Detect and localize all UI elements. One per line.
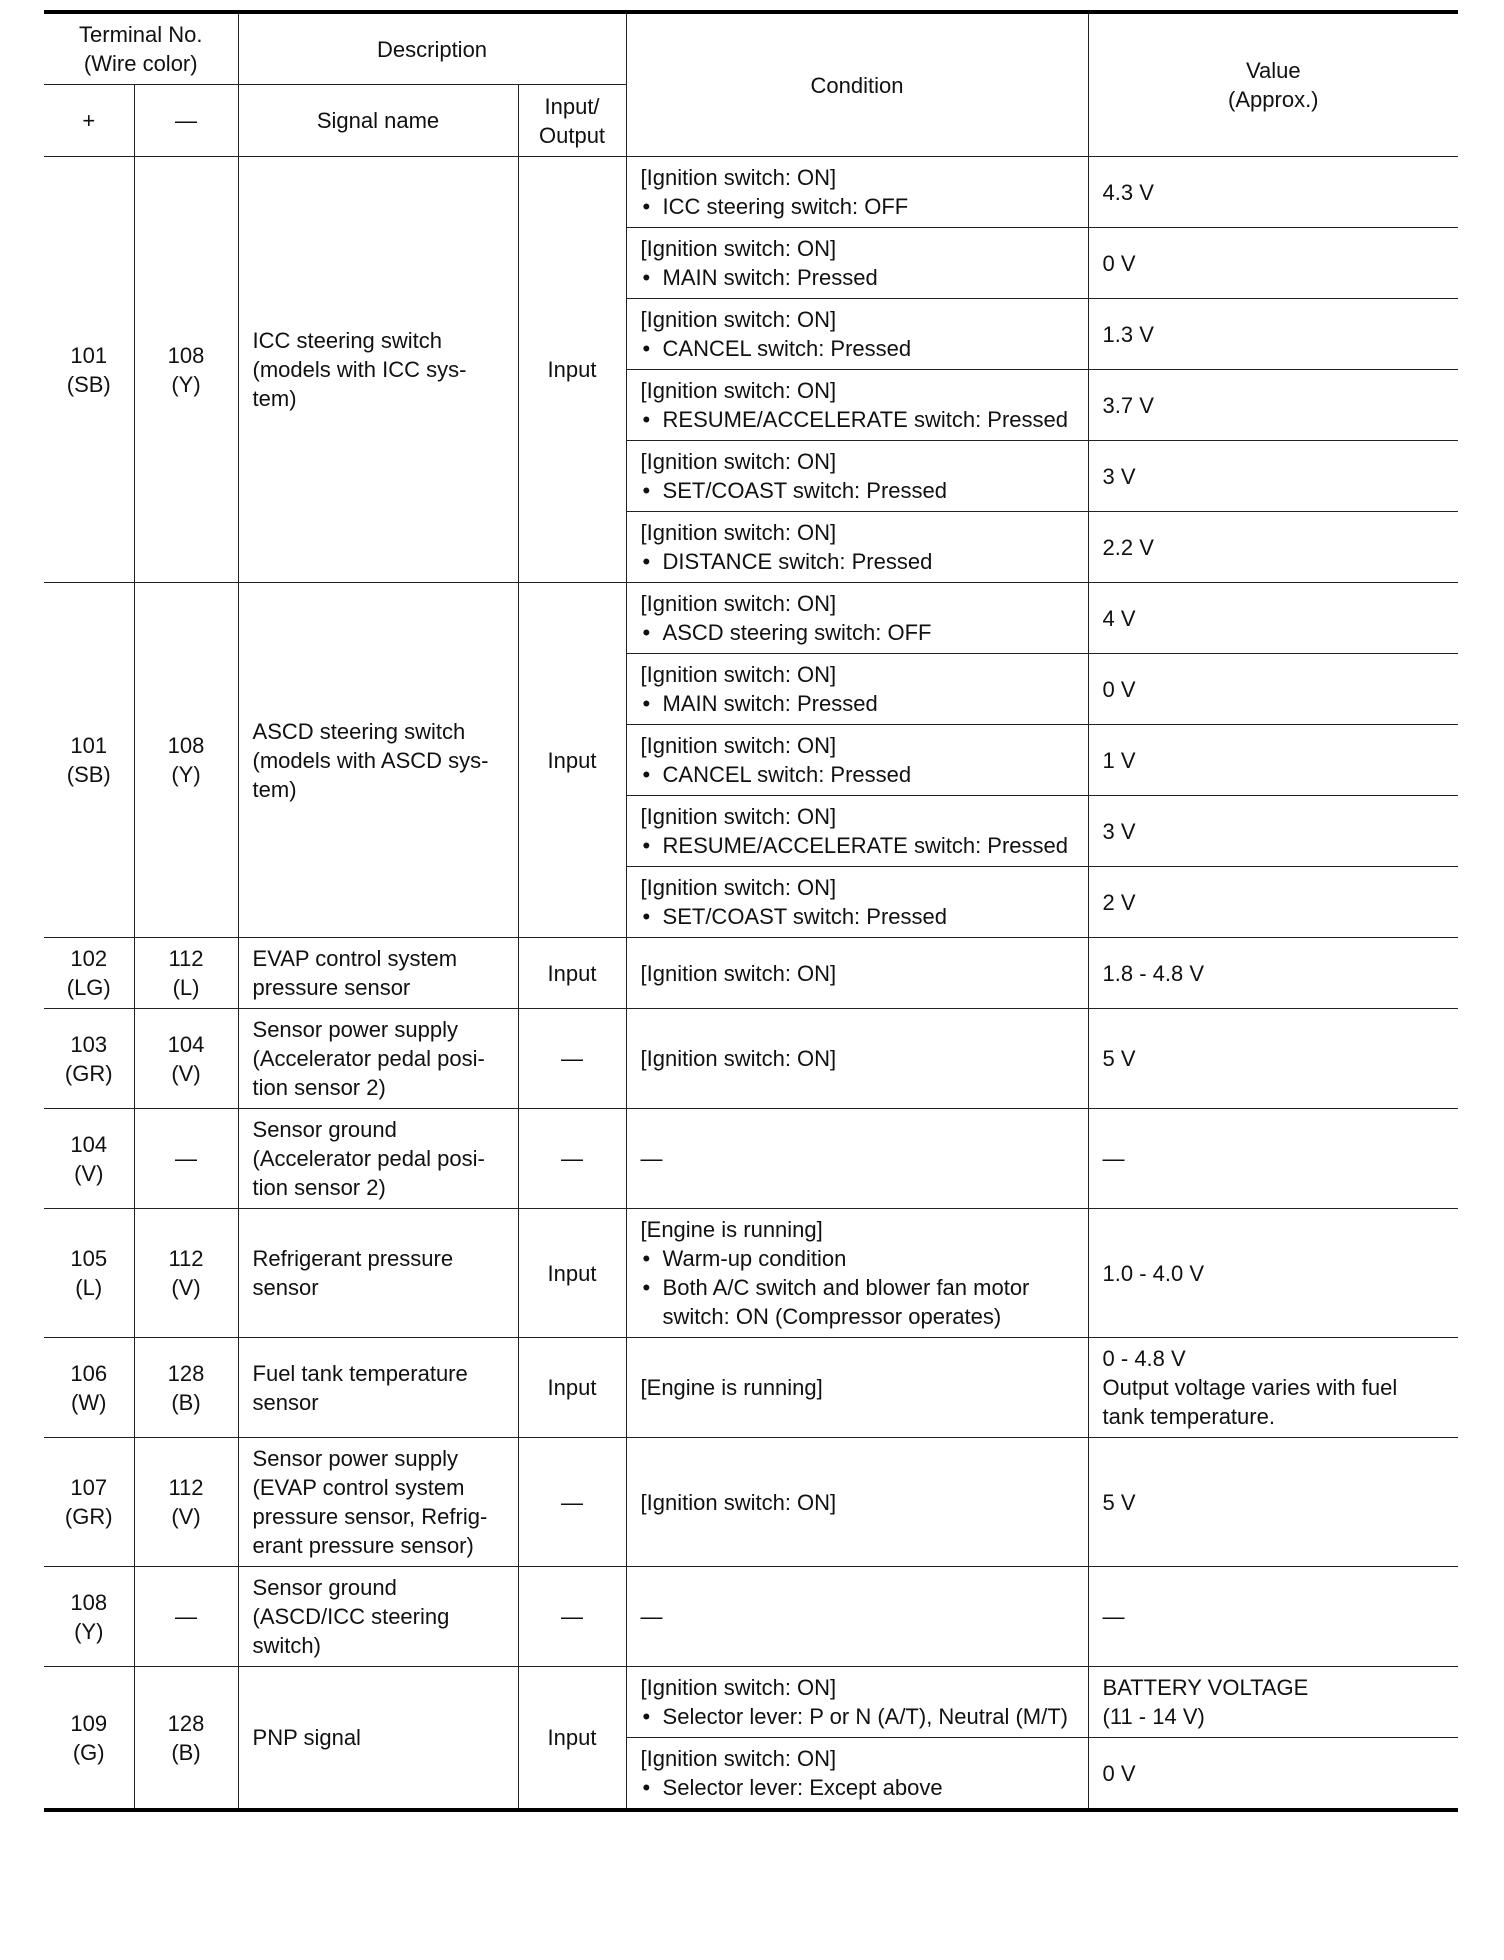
condition-heading: [Ignition switch: ON]	[640, 236, 837, 261]
condition-bullet: • Both A/C switch and blower fan motor switch: ON (Compressor operates)	[641, 1273, 1074, 1331]
table-row	[44, 583, 1458, 654]
terminal-plus-cell	[44, 938, 134, 1009]
value-cell	[1088, 796, 1458, 867]
table-body	[44, 157, 1458, 1811]
condition-heading: [Ignition switch: ON]	[640, 1046, 837, 1071]
condition-heading: [Ignition switch: ON]	[640, 378, 837, 403]
terminal-plus-cell	[44, 1338, 134, 1438]
condition-bullet: • Selector lever: P or N (A/T), Neutral (M/T)	[641, 1702, 1074, 1731]
terminal-plus-cell	[44, 1438, 134, 1567]
terminal-plus-wire-color: (G)	[72, 1739, 105, 1765]
value-label: Value	[1245, 58, 1301, 83]
terminal-minus-cell	[134, 1567, 238, 1667]
condition-heading: [Ignition switch: ON]	[640, 591, 837, 616]
condition-heading: [Ignition switch: ON]	[640, 804, 837, 829]
terminal-minus-wire-color: (V)	[171, 1060, 201, 1086]
condition-heading: [Ignition switch: ON]	[640, 733, 837, 758]
terminal-plus-cell	[44, 157, 134, 583]
terminal-minus-wire-color: (B)	[171, 1739, 201, 1765]
io-type: Input	[518, 157, 626, 583]
terminal-minus-wire-color: (V)	[171, 1275, 201, 1300]
condition-cell	[626, 370, 1088, 441]
io-type: Input	[518, 1338, 626, 1438]
io-label-output: Output	[539, 122, 606, 148]
condition-cell	[626, 796, 1088, 867]
value-cell	[1088, 725, 1458, 796]
terminal-minus-number: 128	[167, 1360, 205, 1386]
terminal-no-label: Terminal No.	[79, 22, 203, 47]
condition-bullet: • DISTANCE switch: Pressed	[641, 547, 1074, 576]
value-cell	[1088, 583, 1458, 654]
condition-cell	[626, 1209, 1088, 1338]
condition-bullet: • Warm-up condition	[641, 1244, 1074, 1273]
terminal-plus-wire-color: (L)	[75, 1275, 103, 1300]
signal-name: Sensor ground (ASCD/ICC steering switch)	[238, 1567, 518, 1667]
condition-heading: [Engine is running]	[640, 1217, 823, 1242]
terminal-plus-cell	[44, 1009, 134, 1109]
table-row	[44, 1438, 1458, 1567]
value-text: 1.8 - 4.8 V	[1102, 960, 1205, 986]
condition-cell	[626, 867, 1088, 938]
value-text: (11 - 14 V)	[1102, 1704, 1205, 1729]
value-approx-label: (Approx.)	[1228, 87, 1319, 112]
condition-heading: [Ignition switch: ON]	[640, 875, 837, 900]
terminal-plus-wire-color: (GR)	[64, 1504, 113, 1529]
condition-bullet: • RESUME/ACCELERATE switch: Pressed	[641, 405, 1074, 434]
signal-name-header: Signal name	[238, 85, 518, 157]
terminal-minus-number: 108	[167, 342, 205, 368]
terminal-plus-wire-color: (GR)	[64, 1060, 113, 1086]
value-cell	[1088, 1567, 1458, 1667]
io-label-input: Input/	[544, 93, 600, 119]
terminal-plus-number: 109	[70, 1710, 108, 1736]
io-type: Input	[518, 938, 626, 1009]
value-cell	[1088, 938, 1458, 1009]
value-text: 2 V	[1102, 889, 1136, 915]
value-text: 5 V	[1102, 1046, 1136, 1071]
value-cell	[1088, 228, 1458, 299]
condition-cell	[626, 441, 1088, 512]
description-header: Description	[238, 12, 626, 85]
value-text: 2.2 V	[1102, 534, 1154, 560]
value-cell	[1088, 867, 1458, 938]
terminal-plus-wire-color: (W)	[71, 1389, 107, 1415]
terminal-minus-wire-color: (Y)	[171, 371, 201, 397]
signal-name: Fuel tank temperature sensor	[238, 1338, 518, 1438]
io-type: Input	[518, 1209, 626, 1338]
terminal-plus-number: 102	[70, 946, 108, 971]
value-cell	[1088, 1209, 1458, 1338]
condition-heading: [Ignition switch: ON]	[640, 520, 837, 545]
io-type: —	[518, 1567, 626, 1667]
value-header	[1088, 12, 1458, 157]
condition-bullet: • CANCEL switch: Pressed	[641, 334, 1074, 363]
value-cell	[1088, 1009, 1458, 1109]
terminal-plus-cell	[44, 1209, 134, 1338]
terminal-minus-wire-color: (Y)	[171, 762, 201, 787]
condition-bullet: • Selector lever: Except above	[641, 1773, 1074, 1802]
terminal-plus-wire-color: (SB)	[66, 371, 111, 397]
signal-name: EVAP control system pressure sensor	[238, 938, 518, 1009]
wire-color-label: (Wire color)	[83, 51, 198, 76]
condition-bullet: • CANCEL switch: Pressed	[641, 760, 1074, 789]
value-cell	[1088, 441, 1458, 512]
value-cell	[1088, 1438, 1458, 1567]
condition-cell	[626, 1109, 1088, 1209]
value-text: 0 V	[1102, 250, 1136, 276]
condition-cell	[626, 157, 1088, 228]
value-cell	[1088, 370, 1458, 441]
value-text: 3 V	[1102, 463, 1136, 489]
value-cell	[1088, 512, 1458, 583]
terminal-minus-number: —	[175, 1146, 197, 1171]
signal-name: Sensor ground (Accelerator pedal posi-tion sensor 2)	[238, 1109, 518, 1209]
value-text: —	[1102, 1146, 1125, 1171]
value-cell	[1088, 1109, 1458, 1209]
plus-header: +	[44, 85, 134, 157]
condition-cell	[626, 583, 1088, 654]
terminal-minus-number: —	[175, 1604, 197, 1629]
condition-header: Condition	[626, 12, 1088, 157]
value-cell	[1088, 1338, 1458, 1438]
value-text: 0 V	[1102, 676, 1136, 702]
terminal-minus-cell	[134, 1109, 238, 1209]
condition-cell	[626, 1667, 1088, 1738]
terminal-plus-wire-color: (LG)	[66, 975, 111, 1000]
condition-cell	[626, 654, 1088, 725]
terminal-plus-wire-color: (SB)	[66, 762, 111, 787]
minus-header: —	[134, 85, 238, 157]
terminal-plus-cell	[44, 1667, 134, 1811]
io-type: Input	[518, 583, 626, 938]
terminal-minus-wire-color: (L)	[172, 975, 200, 1000]
terminal-minus-cell	[134, 1009, 238, 1109]
condition-bullet: • MAIN switch: Pressed	[641, 689, 1074, 718]
signal-name: Sensor power supply (Accelerator pedal posi-tion sensor 2)	[238, 1009, 518, 1109]
io-type: Input	[518, 1667, 626, 1811]
value-text: BATTERY VOLTAGE	[1102, 1675, 1309, 1700]
value-text: 1.3 V	[1102, 321, 1154, 347]
terminal-plus-cell	[44, 583, 134, 938]
terminal-plus-number: 107	[70, 1475, 108, 1500]
condition-cell	[626, 1567, 1088, 1667]
terminal-plus-wire-color: (Y)	[74, 1618, 104, 1644]
terminal-plus-number: 101	[70, 733, 108, 758]
signal-name: ICC steering switch (models with ICC sys-tem)	[238, 157, 518, 583]
condition-heading: [Ignition switch: ON]	[640, 165, 837, 190]
terminal-plus-cell	[44, 1567, 134, 1667]
terminal-no-header	[44, 12, 238, 85]
condition-bullet: • ASCD steering switch: OFF	[641, 618, 1074, 647]
terminal-minus-cell	[134, 157, 238, 583]
condition-bullet: • MAIN switch: Pressed	[641, 263, 1074, 292]
terminal-minus-number: 108	[167, 733, 205, 758]
condition-cell	[626, 1438, 1088, 1567]
condition-cell	[626, 228, 1088, 299]
value-cell	[1088, 1738, 1458, 1811]
io-header	[518, 85, 626, 157]
value-text: 4.3 V	[1102, 179, 1154, 205]
terminal-minus-cell	[134, 1338, 238, 1438]
signal-name: ASCD steering switch (models with ASCD sys-tem)	[238, 583, 518, 938]
table-row	[44, 1567, 1458, 1667]
condition-cell	[626, 938, 1088, 1009]
condition-heading: [Ignition switch: ON]	[640, 960, 837, 986]
condition-heading: —	[640, 1146, 663, 1171]
condition-heading: [Ignition switch: ON]	[640, 1746, 837, 1771]
condition-heading: [Ignition switch: ON]	[640, 307, 837, 332]
value-text: Output voltage varies with fuel tank temperature.	[1102, 1375, 1398, 1429]
value-text: 5 V	[1102, 1489, 1136, 1515]
table-row	[44, 938, 1458, 1009]
value-cell	[1088, 157, 1458, 228]
io-type: —	[518, 1109, 626, 1209]
terminal-minus-cell	[134, 1438, 238, 1567]
terminal-minus-number: 112	[168, 1246, 204, 1271]
condition-cell	[626, 1338, 1088, 1438]
condition-heading: [Ignition switch: ON]	[640, 1675, 837, 1700]
value-text: —	[1102, 1604, 1125, 1629]
condition-cell	[626, 299, 1088, 370]
condition-bullet: • RESUME/ACCELERATE switch: Pressed	[641, 831, 1074, 860]
terminal-plus-wire-color: (V)	[74, 1160, 104, 1186]
value-cell	[1088, 1667, 1458, 1738]
condition-cell	[626, 1009, 1088, 1109]
io-type: —	[518, 1438, 626, 1567]
condition-bullet: • ICC steering switch: OFF	[641, 192, 1074, 221]
terminal-minus-number: 104	[167, 1031, 205, 1057]
terminal-minus-cell	[134, 583, 238, 938]
terminal-plus-number: 108	[70, 1589, 108, 1615]
value-text: 1 V	[1102, 747, 1136, 773]
table-row	[44, 1009, 1458, 1109]
condition-heading: [Ignition switch: ON]	[640, 1489, 837, 1515]
signal-name: Refrigerant pressure sensor	[238, 1209, 518, 1338]
terminal-minus-number: 128	[167, 1710, 205, 1736]
terminal-minus-wire-color: (V)	[171, 1504, 201, 1529]
table-row	[44, 157, 1458, 228]
terminal-plus-number: 104	[70, 1131, 108, 1157]
value-text: 1.0 - 4.0 V	[1102, 1260, 1205, 1286]
table-row	[44, 1667, 1458, 1738]
value-cell	[1088, 654, 1458, 725]
terminal-minus-cell	[134, 938, 238, 1009]
terminal-minus-number: 112	[168, 1475, 204, 1500]
terminal-minus-number: 112	[168, 946, 204, 971]
terminal-plus-number: 103	[70, 1031, 108, 1057]
condition-heading: —	[640, 1604, 663, 1629]
terminal-table	[44, 10, 1458, 1812]
value-text: 3 V	[1102, 818, 1136, 844]
condition-heading: [Ignition switch: ON]	[640, 662, 837, 687]
condition-cell	[626, 725, 1088, 796]
table-row	[44, 1109, 1458, 1209]
terminal-minus-wire-color: (B)	[171, 1389, 201, 1415]
condition-heading: [Engine is running]	[640, 1375, 823, 1400]
table-row	[44, 1338, 1458, 1438]
value-text: 0 - 4.8 V	[1102, 1346, 1186, 1371]
condition-bullet: • SET/COAST switch: Pressed	[641, 902, 1074, 931]
table-header	[44, 12, 1458, 157]
terminal-plus-number: 106	[70, 1360, 108, 1386]
value-text: 3.7 V	[1102, 392, 1154, 418]
condition-bullet: • SET/COAST switch: Pressed	[641, 476, 1074, 505]
value-text: 0 V	[1102, 1760, 1136, 1786]
terminal-minus-cell	[134, 1667, 238, 1811]
condition-heading: [Ignition switch: ON]	[640, 449, 837, 474]
terminal-minus-cell	[134, 1209, 238, 1338]
terminal-plus-number: 105	[70, 1246, 108, 1271]
condition-cell	[626, 1738, 1088, 1811]
table-row	[44, 1209, 1458, 1338]
signal-name: PNP signal	[238, 1667, 518, 1811]
value-text: 4 V	[1102, 605, 1136, 631]
condition-cell	[626, 512, 1088, 583]
signal-name: Sensor power supply (EVAP control system pressure sensor, Refrig-erant pressure sensor)	[238, 1438, 518, 1567]
value-cell	[1088, 299, 1458, 370]
terminal-plus-cell	[44, 1109, 134, 1209]
terminal-plus-number: 101	[70, 342, 108, 368]
io-type: —	[518, 1009, 626, 1109]
